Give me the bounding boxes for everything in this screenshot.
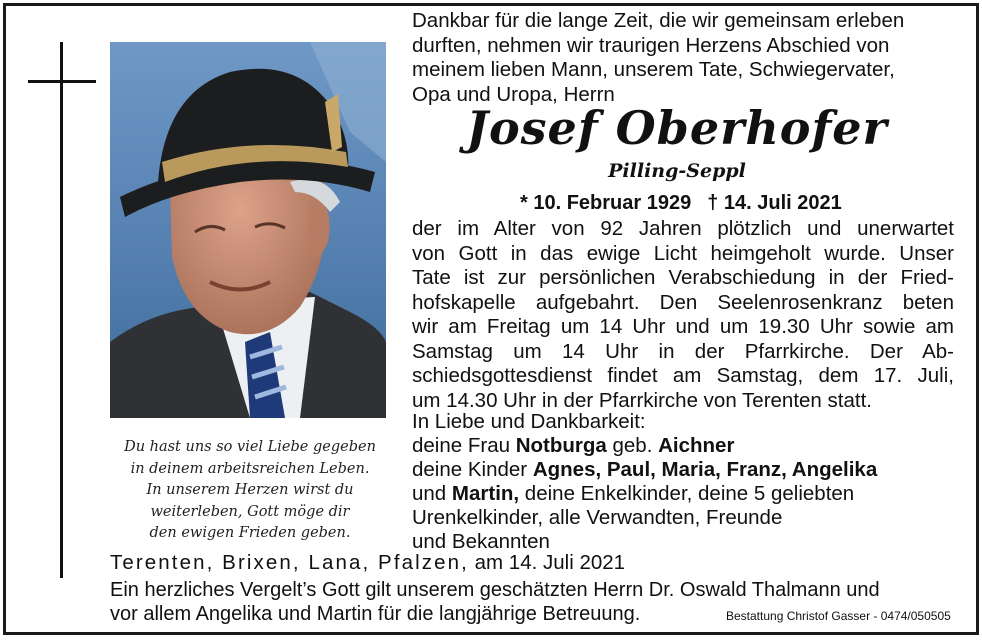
quote-line: weiterleben, Gott möge dir <box>150 503 350 520</box>
thanks-line: Ein herzliches Vergelt’s Gott gilt unserem geschätzten Herrn Dr. Oswald Thalmann und <box>110 579 880 601</box>
wife-name: Notburga <box>515 434 607 457</box>
deceased-name: Josef Oberhofer <box>466 101 888 155</box>
body-line: Tate ist zur persönlichen Verabschiedung in der Fried- <box>412 266 954 289</box>
body-line: hofskapelle aufgebahrt. Den Seelenrosenkranz beten <box>412 290 954 314</box>
quote-line: Du hast uns so viel Liebe gegeben <box>124 439 376 455</box>
wife-maiden-name: Aichner <box>658 434 735 457</box>
children-names: Agnes, Paul, Maria, Franz, Angelika <box>532 458 878 481</box>
child-name-martin: Martin, <box>451 482 520 505</box>
notice-date: am 14. Juli 2021 <box>468 551 626 574</box>
birth-date: * 10. Februar 1929 <box>520 192 692 214</box>
quote-line: in deinem arbeitsreichen Leben. <box>130 460 370 477</box>
announcement-body <box>412 217 954 413</box>
deceased-nickname: Pilling-Seppl <box>608 160 746 182</box>
quote-line: In unserem Herzen wirst du <box>146 482 354 498</box>
undertaker-credit: Bestattung Christof Gasser - 0474/050505 <box>726 609 951 623</box>
family-list <box>412 410 962 554</box>
portrait-illustration <box>110 42 386 418</box>
body-line: schiedsgottesdienst findet am Samstag, dem 17. Juli, <box>412 364 954 387</box>
thanks-line: vor allem Angelika und Martin für die langjährige Betreuung. <box>110 603 641 625</box>
family-line-wife: deine Frau Notburga geb. Aichner <box>412 434 735 457</box>
family-line-grandchildren: und Martin, deine Enkelkinder, deine 5 geliebten <box>412 482 855 505</box>
cross-vertical-bar <box>60 42 63 578</box>
intro-line: Opa und Uropa, Herrn <box>412 82 615 106</box>
body-line: Samstag um 14 Uhr in der Pfarrkirche. Der Ab- <box>412 339 954 363</box>
intro-line: meinem lieben Mann, unserem Tate, Schwiegervater, <box>412 58 895 81</box>
body-line: wir am Freitag um 14 Uhr und um 19.30 Uhr sowie am <box>412 315 954 338</box>
place-names: Terenten, Brixen, Lana, Pfalzen, <box>110 551 469 574</box>
intro-line: durften, nehmen wir traurigen Herzens Abschied von <box>412 33 890 57</box>
intro-line: Dankbar für die lange Zeit, die wir gemeinsam erleben <box>412 9 905 32</box>
memorial-quote <box>100 437 400 545</box>
place-and-date <box>110 551 625 575</box>
family-line: und Bekannten <box>412 530 550 553</box>
body-line: der im Alter von 92 Jahren plötzlich und unerwartet <box>412 217 954 240</box>
cross-horizontal-bar <box>28 80 96 83</box>
portrait-photo <box>110 42 386 418</box>
life-dates <box>520 190 842 216</box>
body-line: um 14.30 Uhr in der Pfarrkirche von Terenten statt. <box>412 388 872 412</box>
intro-text <box>412 9 962 107</box>
body-line: von Gott in das ewige Licht heimgeholt wurde. Unser <box>412 241 954 265</box>
family-line: Urenkelkinder, alle Verwandten, Freunde <box>412 506 783 529</box>
family-line: In Liebe und Dankbarkeit: <box>412 410 646 433</box>
death-date: † 14. Juli 2021 <box>707 192 842 214</box>
family-line-children: deine Kinder Agnes, Paul, Maria, Franz, Angelika <box>412 458 878 481</box>
quote-line: den ewigen Frieden geben. <box>149 525 351 541</box>
